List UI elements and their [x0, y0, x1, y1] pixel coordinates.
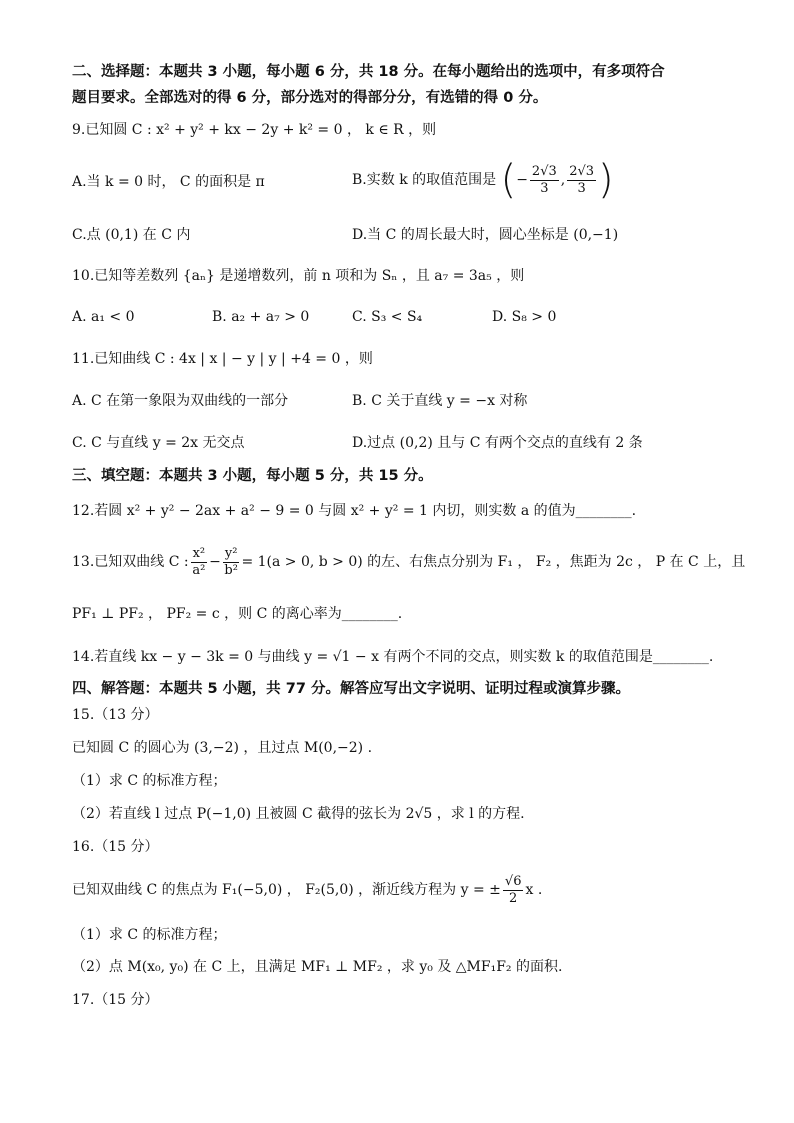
q10-option-b: B. a₂ + a₇ > 0 — [212, 309, 310, 325]
q9-b-den1: 3 — [540, 180, 549, 196]
q12-text: 12.若圆 x² + y² − 2ax + a² − 9 = 0 与圆 x² + y² = 1 内切，则实数 a 的值为________. — [72, 503, 637, 519]
q13-fraction-2 — [223, 546, 240, 579]
q13-minus: − — [209, 554, 221, 570]
q15-head: 15.（13 分） — [72, 707, 159, 723]
q11-stem: 11.已知曲线 C : 4x | x | − y | y | +4 = 0 ，则 — [72, 351, 373, 367]
q16-stem — [72, 872, 542, 908]
q9-b-fraction-2 — [567, 164, 596, 197]
q9-option-c: C.点 (0,1) 在 C 内 — [72, 227, 191, 243]
q13-pre: 13.已知双曲线 C : — [72, 554, 189, 570]
q9-option-b-prefix: B.实数 k 的取值范围是 — [352, 172, 497, 188]
q14-text: 14.若直线 kx − y − 3k = 0 与曲线 y = √1 − x 有两个不同的交点，则实数 k 的取值范围是________. — [72, 649, 714, 665]
q16-part1: （1）求 C 的标准方程； — [72, 927, 227, 943]
q15-part2: （2）若直线 l 过点 P(−1,0) 且被圆 C 截得的弦长为 2√5 ，求 l 的方程. — [72, 806, 525, 822]
q13-line2: PF₁ ⊥ PF₂ ， PF₂ = c ，则 C 的离心率为________. — [72, 606, 403, 622]
q13-post: = 1(a > 0, b > 0) 的左、右焦点分别为 F₁ ， F₂ ，焦距为 2c ， P 在 C 上，且 — [241, 554, 746, 570]
q9-option-b — [352, 157, 614, 203]
q16-part2: （2）点 M(x₀, y₀) 在 C 上，且满足 MF₁ ⊥ MF₂ ，求 y₀ 及 △MF₁F₂ 的面积. — [72, 959, 563, 975]
q9-b-num2: 2√3 — [569, 163, 595, 179]
q15-stem: 已知圆 C 的圆心为 (3,−2) ，且过点 M(0,−2) . — [72, 740, 373, 756]
q13-den2: b² — [224, 562, 238, 578]
q9-option-a: A.当 k = 0 时， C 的面积是 π — [72, 174, 265, 190]
q9-b-sep: , — [560, 172, 566, 188]
left-paren: ( — [500, 157, 517, 203]
q11-option-d: D.过点 (0,2) 且与 C 有两个交点的直线有 2 条 — [352, 435, 643, 451]
q16-stem-pre: 已知双曲线 C 的焦点为 F₁(−5,0) ， F₂(5,0) ，渐近线方程为 y = ± — [72, 882, 501, 898]
q16-den: 2 — [509, 890, 518, 906]
section-4-header: 四、解答题：本题共 5 小题，共 77 分。解答应写出文字说明、证明过程或演算步骤。 — [72, 681, 630, 697]
q9-b-minus: − — [516, 172, 528, 188]
q11-option-a: A. C 在第一象限为双曲线的一部分 — [72, 393, 289, 409]
q13-fraction-1 — [191, 546, 208, 579]
q10-stem: 10.已知等差数列 {aₙ} 是递增数列，前 n 项和为 Sₙ ，且 a₇ = 3a₅ ，则 — [72, 268, 525, 284]
q15-part1: （1）求 C 的标准方程； — [72, 773, 227, 789]
q16-fraction — [503, 874, 524, 907]
q13-line1 — [72, 544, 745, 580]
q9-option-d: D.当 C 的周长最大时，圆心坐标是 (0,−1) — [352, 227, 619, 243]
q11-option-b: B. C 关于直线 y = −x 对称 — [352, 393, 528, 409]
q16-num: √6 — [504, 873, 522, 889]
section-2-header: 二、选择题：本题共 3 小题，每小题 6 分，共 18 分。在每小题给出的选项中，有多项符合 — [72, 64, 665, 80]
q16-stem-post: x . — [525, 882, 543, 898]
section-3-header: 三、填空题：本题共 3 小题，每小题 5 分，共 15 分。 — [72, 468, 433, 484]
q13-num2: y² — [224, 545, 238, 561]
q17-head: 17.（15 分） — [72, 992, 159, 1008]
q13-den1: a² — [192, 562, 206, 578]
q13-num1: x² — [192, 545, 206, 561]
q9-b-den2: 3 — [577, 180, 586, 196]
q10-option-c: C. S₃ < S₄ — [352, 309, 423, 325]
q9-b-fraction-1 — [530, 164, 559, 197]
q10-option-a: A. a₁ < 0 — [72, 309, 135, 325]
right-paren: ) — [598, 157, 614, 203]
q11-option-c: C. C 与直线 y = 2x 无交点 — [72, 435, 245, 451]
q9-b-num1: 2√3 — [531, 163, 557, 179]
q10-option-d: D. S₈ > 0 — [492, 309, 557, 325]
section-2-header-cont: 题目要求。全部选对的得 6 分，部分选对的得部分分，有选错的得 0 分。 — [72, 90, 548, 106]
q16-head: 16.（15 分） — [72, 839, 159, 855]
q9-stem: 9.已知圆 C : x² + y² + kx − 2y + k² = 0 ， k ∈ R ，则 — [72, 122, 437, 138]
